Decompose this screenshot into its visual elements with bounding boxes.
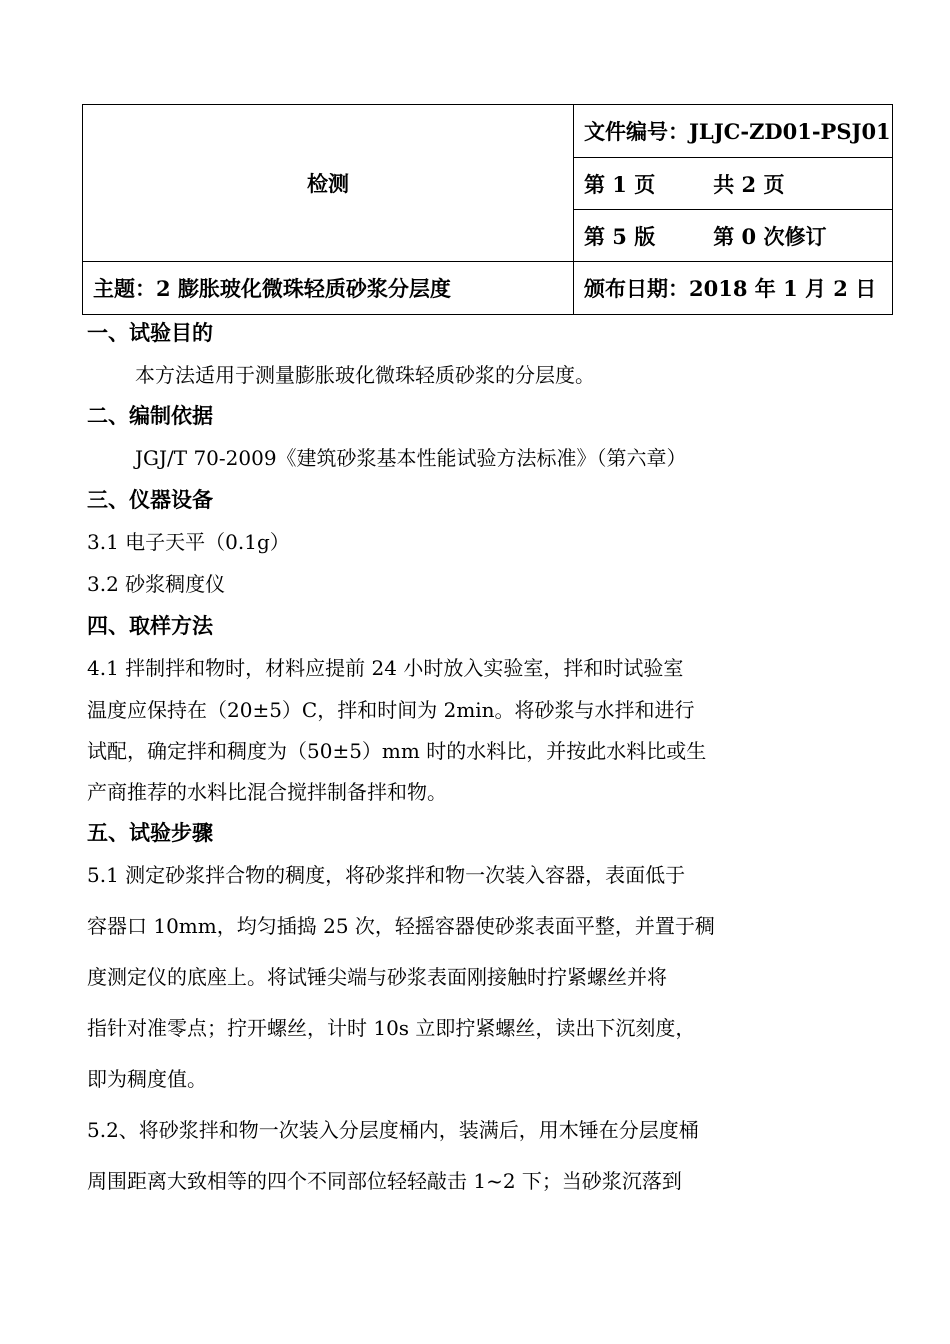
section-2-title: 二、编制依据 xyxy=(87,403,213,428)
paragraph-line: 指针对准零点；拧开螺丝，计时 10s 立即拧紧螺丝，读出下沉刻度， xyxy=(87,1016,696,1040)
paragraph-line: 产商推荐的水料比混合搅拌制备拌和物。 xyxy=(87,780,447,804)
paragraph-line: 试配，确定拌和稠度为（50±5）mm 时的水料比，并按此水料比或生 xyxy=(87,739,707,763)
paragraph-line: 容器口 10mm，均匀插捣 25 次，轻摇容器使砂浆表面平整，并置于稠 xyxy=(87,914,715,938)
section-4-title: 四、取样方法 xyxy=(87,613,213,638)
paragraph-line: 度测定仪的底座上。将试锤尖端与砂浆表面刚接触时拧紧螺丝并将 xyxy=(87,965,667,989)
section-5-title: 五、试验步骤 xyxy=(87,820,213,845)
edition-info xyxy=(574,210,893,262)
issue-date: 颁布日期：2018 年 1 月 2 日 xyxy=(574,262,893,315)
page-total: 共 2 页 xyxy=(713,171,785,197)
equipment-item: 3.2 砂浆稠度仪 xyxy=(87,572,226,596)
page-info xyxy=(574,158,893,210)
section-2-text: JGJ/T 70-2009《建筑砂浆基本性能试验方法标准》（第六章） xyxy=(135,446,687,470)
dept-cell: 检测 xyxy=(83,105,574,262)
paragraph-line: 5.1 测定砂浆拌合物的稠度，将砂浆拌和物一次装入容器，表面低于 xyxy=(87,863,686,887)
paragraph-line: 5.2、将砂浆拌和物一次装入分层度桶内，装满后，用木锤在分层度桶 xyxy=(87,1118,699,1142)
equipment-item: 3.1 电子天平（0.1g） xyxy=(87,530,290,554)
edition: 第 5 版 xyxy=(584,223,656,249)
header-table xyxy=(82,104,893,315)
page-number: 第 1 页 xyxy=(584,171,656,197)
paragraph-line: 4.1 拌制拌和物时，材料应提前 24 小时放入实验室，拌和时试验室 xyxy=(87,656,684,680)
section-3-title: 三、仪器设备 xyxy=(87,487,213,512)
document-body xyxy=(87,318,847,1217)
section-1-text: 本方法适用于测量膨胀玻化微珠轻质砂浆的分层度。 xyxy=(135,363,595,387)
paragraph-line: 即为稠度值。 xyxy=(87,1067,207,1091)
revision: 第 0 次修订 xyxy=(713,223,827,249)
subject-cell: 主题：2 膨胀玻化微珠轻质砂浆分层度 xyxy=(83,262,574,315)
paragraph-line: 温度应保持在（20±5）C，拌和时间为 2min。将砂浆与水拌和进行 xyxy=(87,698,695,722)
doc-number: 文件编号：JLJC-ZD01-PSJ01 xyxy=(574,105,893,158)
paragraph-line: 周围距离大致相等的四个不同部位轻轻敲击 1~2 下；当砂浆沉落到 xyxy=(87,1169,682,1193)
section-1-title: 一、试验目的 xyxy=(87,320,213,345)
